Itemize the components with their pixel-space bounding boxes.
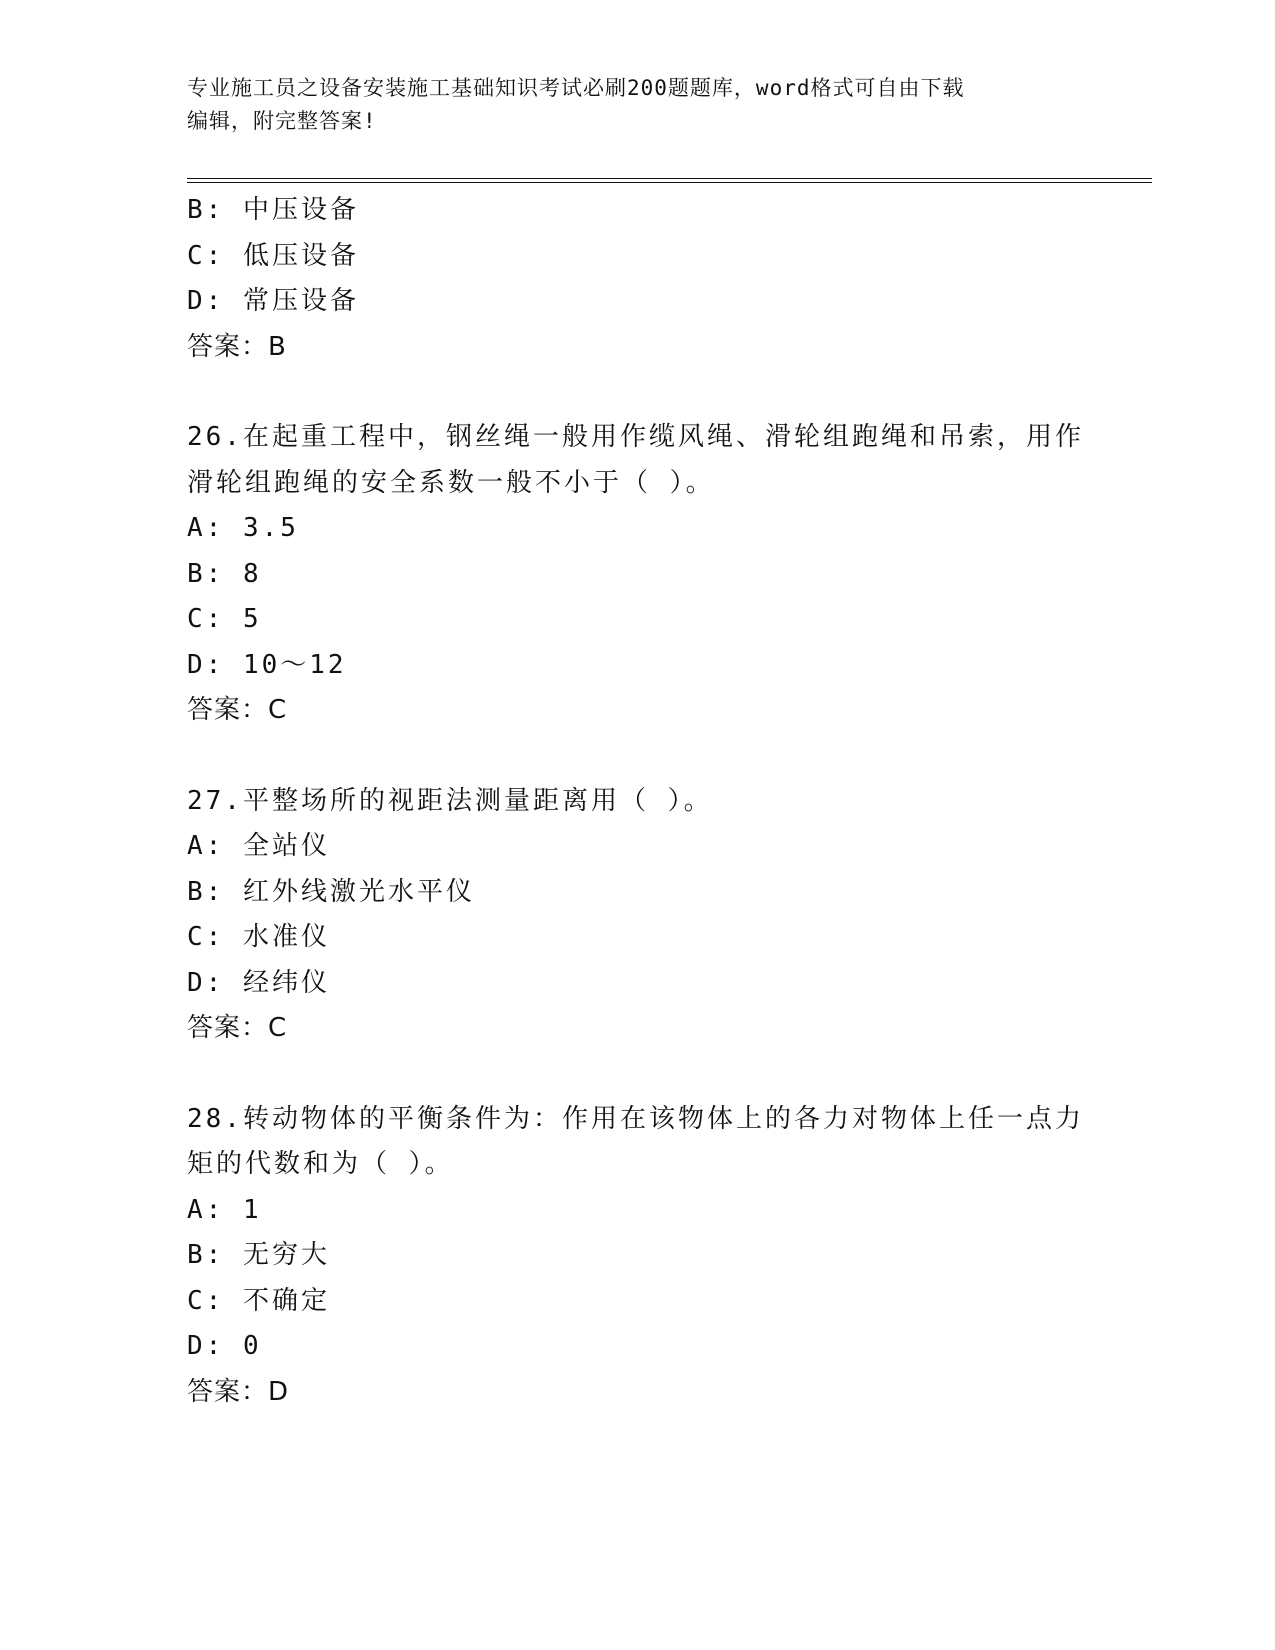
spacer [187,370,1107,415]
spacer [187,1052,1107,1097]
answer: 答案：C [187,695,288,725]
option-c: C: 5 [187,604,262,634]
answer: 答案：B [187,331,287,362]
question-27 [187,779,1107,1052]
option-b: B: 红外线激光水平仪 [187,876,475,907]
option-a: A: 3.5 [187,513,299,543]
document-header [187,72,1087,138]
option-c: C: 水准仪 [187,922,330,952]
option-a: A: 全站仪 [187,831,330,861]
header-line-1: 专业施工员之设备安装施工基础知识考试必刷200题题库，word格式可自由下载 [187,76,965,100]
option-d: D: 10～12 [187,649,347,680]
question-title-line-1: 28.转动物体的平衡条件为：作用在该物体上的各力对物体上任一点力 [187,1103,1084,1134]
option-a: A: 1 [187,1194,262,1225]
option-c: C: 不确定 [187,1285,330,1316]
answer: 答案：C [187,1013,288,1043]
header-line-2: 编辑，附完整答案! [187,109,377,133]
option-c: C: 低压设备 [187,240,359,271]
question-title-line-1: 27.平整场所的视距法测量距离用（ ）。 [187,785,713,816]
question-title-line-2: 矩的代数和为（ ）。 [187,1149,454,1179]
option-b: B: 8 [187,558,262,589]
option-d: D: 0 [187,1331,262,1361]
option-b: B: 无穷大 [187,1240,330,1270]
question-list [187,188,1107,1415]
question-title-line-1: 26.在起重工程中，钢丝绳一般用作缆风绳、滑轮组跑绳和吊索，用作 [187,422,1084,452]
question-25-continued [187,188,1107,370]
spacer [187,734,1107,779]
option-d: D: 经纬仪 [187,967,330,998]
header-divider-top [187,178,1152,179]
question-26 [187,415,1107,734]
header-divider-bottom [187,182,1152,183]
answer: 答案：D [187,1376,290,1407]
question-title-line-2: 滑轮组跑绳的安全系数一般不小于（ ）。 [187,467,715,498]
option-b: B: 中压设备 [187,195,359,225]
question-28 [187,1097,1107,1416]
option-d: D: 常压设备 [187,286,359,316]
